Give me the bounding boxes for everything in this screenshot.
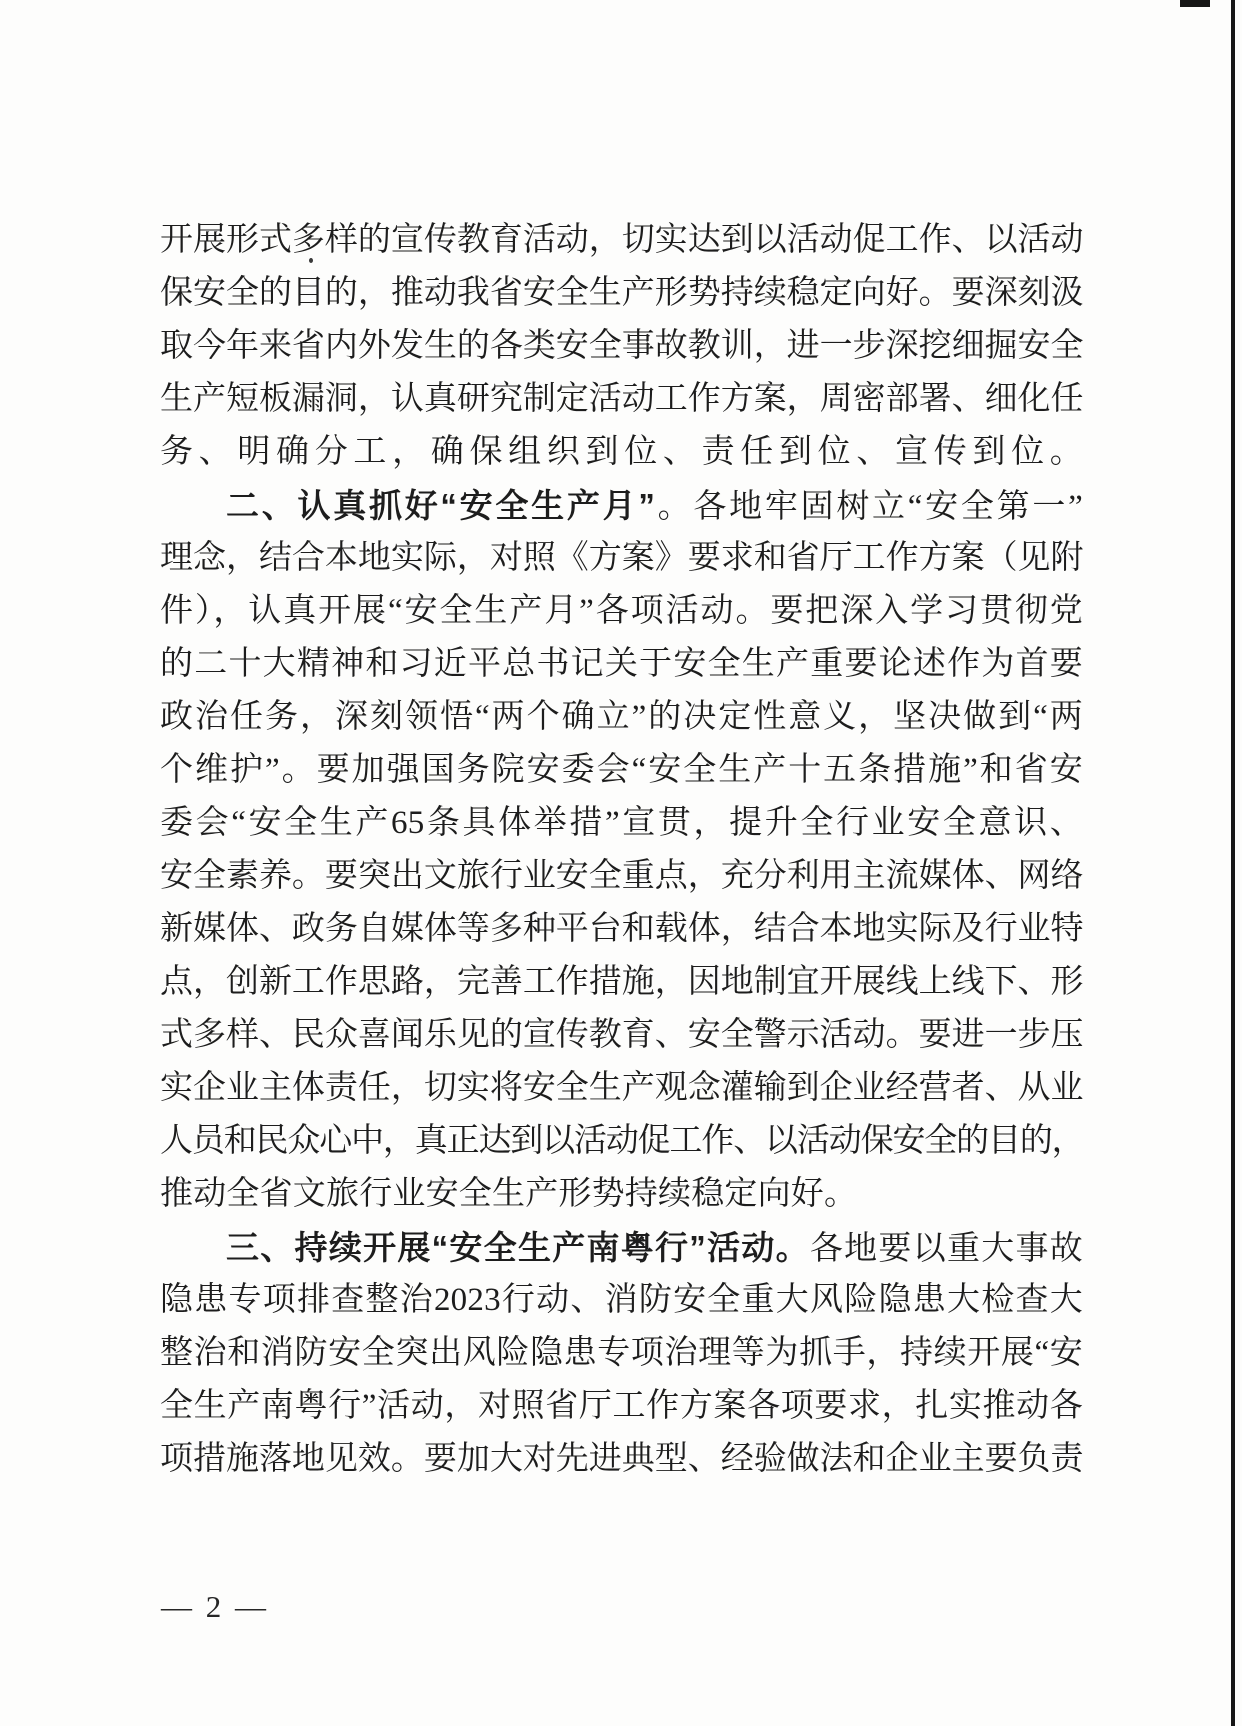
body-text: 整治和消防安全突出风险隐患专项治理等为抓手，持续开展“安 xyxy=(160,1335,1083,1371)
page-number: — 2 — xyxy=(161,1589,269,1624)
text-line xyxy=(160,1115,1083,1168)
text-line xyxy=(160,638,1083,691)
heading-text: 三、持续开展“安全生产南粤行”活动。 xyxy=(226,1229,810,1266)
body-text: 理念，结合本地实际，对照《方案》要求和省厅工作方案（见附 xyxy=(160,540,1083,576)
body-text: 推动全省文旅行业安全生产形势持续稳定向好。 xyxy=(160,1176,858,1212)
body-text: 件），认真开展“安全生产月”各项活动。要把深入学习贯彻党 xyxy=(160,593,1083,629)
document-body xyxy=(160,214,1083,1486)
heading-text: 二、认真抓好“安全生产月” xyxy=(226,487,656,524)
body-text: 全生产南粤行”活动，对照省厅工作方案各项要求，扎实推动各 xyxy=(160,1388,1083,1424)
text-line xyxy=(160,956,1083,1009)
text-line xyxy=(160,214,1083,267)
text-line xyxy=(160,691,1083,744)
body-text: 各地要以重大事故 xyxy=(809,1231,1083,1267)
text-line xyxy=(160,1168,1083,1221)
body-text: 务、明确分工，确保组织到位、责任到位、宣传到位。 xyxy=(160,434,1083,470)
body-text: 生产短板漏洞，认真研究制定活动工作方案，周密部署、细化任 xyxy=(160,381,1083,417)
scan-speck xyxy=(309,258,313,263)
body-text: 开展形式多样的宣传教育活动，切实达到以活动促工作、以活动 xyxy=(160,222,1083,258)
text-line xyxy=(160,903,1083,956)
text-line xyxy=(160,479,1083,532)
body-text: 。各地牢固树立“安全第一” xyxy=(655,489,1083,525)
text-line xyxy=(160,585,1083,638)
scan-edge-artifact xyxy=(1231,0,1235,1726)
text-line xyxy=(160,1062,1083,1115)
text-line xyxy=(160,532,1083,585)
body-text: 点，创新工作思路，完善工作措施，因地制宜开展线上线下、形 xyxy=(160,964,1083,1000)
body-text: 安全素养。要突出文旅行业安全重点，充分利用主流媒体、网络 xyxy=(160,858,1083,894)
text-line xyxy=(160,373,1083,426)
scan-mark xyxy=(1180,0,1210,7)
body-text: 政治任务，深刻领悟“两个确立”的决定性意义，坚决做到“两 xyxy=(160,699,1083,735)
text-line xyxy=(160,267,1083,320)
text-line xyxy=(160,320,1083,373)
text-line xyxy=(160,744,1083,797)
text-line xyxy=(160,797,1083,850)
body-text: 项措施落地见效。要加大对先进典型、经验做法和企业主要负责 xyxy=(160,1441,1083,1477)
body-text: 隐患专项排查整治2023行动、消防安全重大风险隐患大检查大 xyxy=(160,1282,1083,1318)
body-text: 保安全的目的，推动我省安全生产形势持续稳定向好。要深刻汲 xyxy=(160,275,1083,311)
text-line xyxy=(160,1327,1083,1380)
body-text: 的二十大精神和习近平总书记关于安全生产重要论述作为首要 xyxy=(160,646,1083,682)
text-line xyxy=(160,426,1083,479)
text-line xyxy=(160,1009,1083,1062)
text-line xyxy=(160,1274,1083,1327)
body-text: 委会“安全生产65条具体举措”宣贯，提升全行业安全意识、 xyxy=(160,805,1083,841)
body-text: 新媒体、政务自媒体等多种平台和载体，结合本地实际及行业特 xyxy=(160,911,1083,947)
text-line xyxy=(160,1221,1083,1274)
body-text: 人员和民众心中，真正达到以活动促工作、以活动保安全的目的， xyxy=(160,1123,1083,1159)
text-line xyxy=(160,850,1083,903)
body-text: 个维护”。要加强国务院安委会“安全生产十五条措施”和省安 xyxy=(160,752,1083,788)
text-line xyxy=(160,1433,1083,1486)
text-line xyxy=(160,1380,1083,1433)
body-text: 实企业主体责任，切实将安全生产观念灌输到企业经营者、从业 xyxy=(160,1070,1083,1106)
body-text: 取今年来省内外发生的各类安全事故教训，进一步深挖细掘安全 xyxy=(160,328,1083,364)
body-text: 式多样、民众喜闻乐见的宣传教育、安全警示活动。要进一步压 xyxy=(160,1017,1083,1053)
